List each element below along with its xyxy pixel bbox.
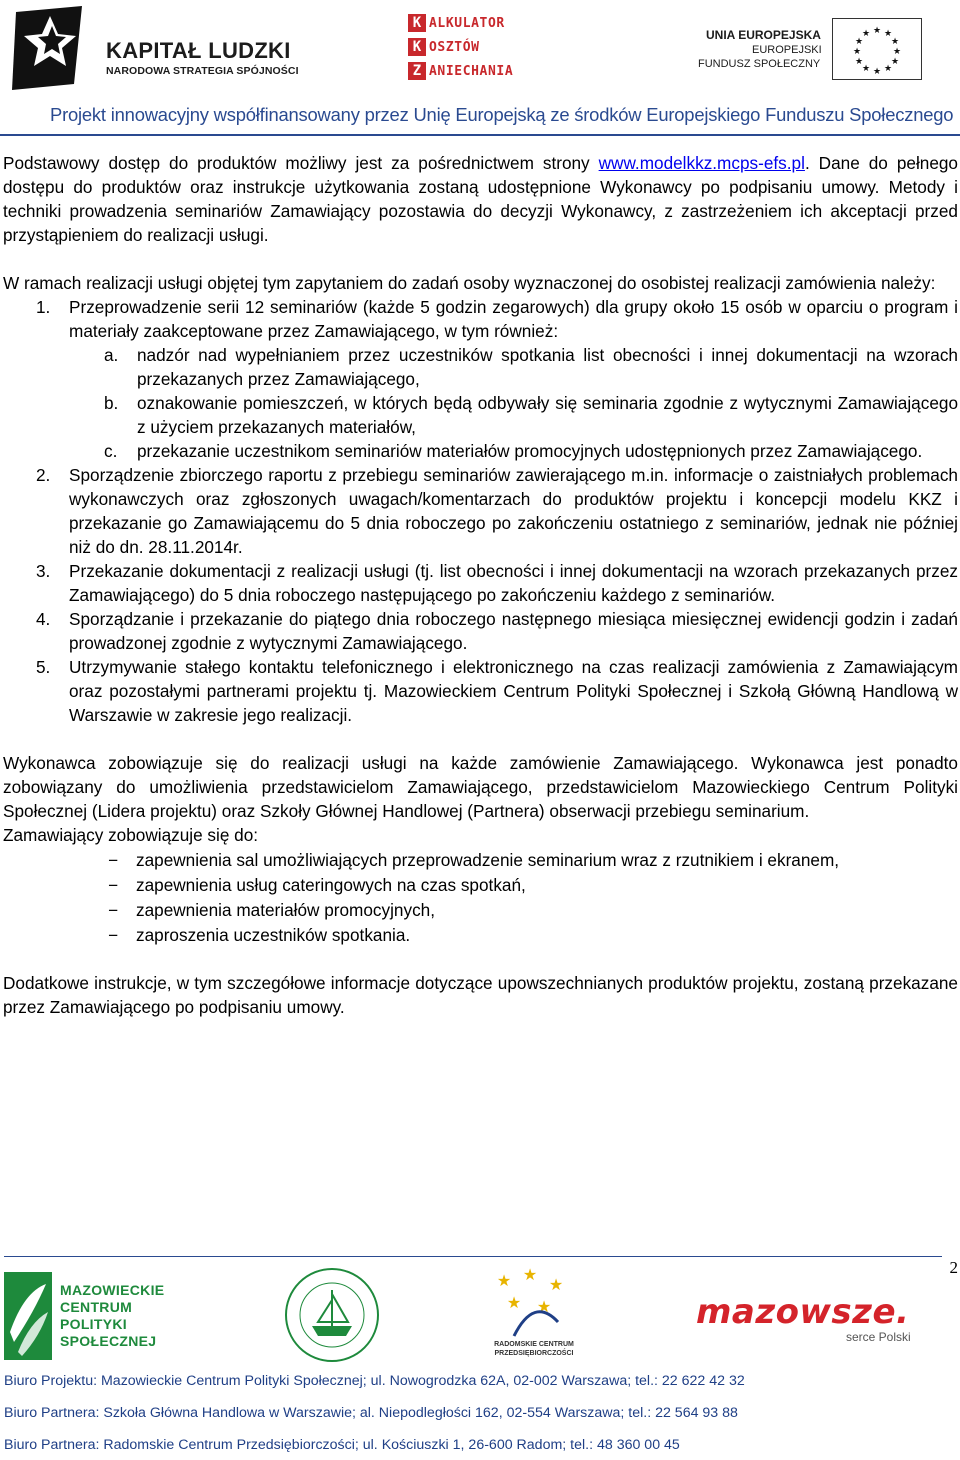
- mcps-line: MAZOWIECKIE: [60, 1282, 165, 1298]
- dash-marker: −: [108, 900, 119, 920]
- svg-text:★: ★: [861, 64, 871, 74]
- kapital-ludzki-title: KAPITAŁ LUDZKI: [106, 38, 291, 63]
- kapital-ludzki-logo: [12, 6, 312, 90]
- mcps-line: POLITYKI: [60, 1316, 127, 1332]
- list-item-text: Przekazanie dokumentacji z realizacji usługi (tj. list obecności i innej dokumentacji na wzorach przekazanych przez Zamawiającego) do 5 dnia roboczego następującego po zakończeniu każdego z seminariów.: [69, 561, 958, 605]
- sgh-seal-icon: [282, 1266, 382, 1364]
- mcps-logo: [4, 1272, 174, 1362]
- list-marker: a.: [104, 345, 119, 365]
- eu-line-2: EUROPEJSKI: [752, 44, 822, 56]
- dash-item-2: [3, 873, 958, 897]
- list-item-text: nadzór nad wypełnianiem przez uczestników spotkania list obecności i innej dokumentacji na wzorach przekazanych przez Zamawiającego,: [137, 345, 958, 389]
- list-item-2: [3, 463, 958, 559]
- mazowsze-tagline: serce Polski: [846, 1330, 911, 1344]
- svg-text:★: ★: [548, 1275, 564, 1294]
- mcps-line: SPOŁECZNEJ: [60, 1333, 157, 1349]
- kapital-ludzki-subtitle: NARODOWA STRATEGIA SPÓJNOŚCI: [106, 65, 299, 77]
- list-item-5: [3, 655, 958, 727]
- kkz-letter: K: [408, 38, 426, 56]
- dash-item-text: zaproszenia uczestników spotkania.: [136, 925, 411, 945]
- address-line-3: Biuro Partnera: Radomskie Centrum Przedsiębiorczości; ul. Kościuszki 1, 26-600 Radom; tel.: 48 360 00 45: [4, 1437, 680, 1453]
- eu-flag-icon: [832, 18, 922, 80]
- dash-marker: −: [108, 850, 119, 870]
- list-marker: 4.: [36, 609, 51, 629]
- svg-text:★: ★: [506, 1293, 522, 1312]
- paragraph-contractor: Wykonawca zobowiązuje się do realizacji usługi na każde zamówienie Zamawiającego. Wykonawca jest ponadto zobowiązany do umożliwienia przedstawicielom Zamawiającego, przedstawicielom Mazowieckiego Centrum Polityki Społecznej (Lidera projektu) oraz Szkoły Głównej Handlowej (Partnera) obserwacji przebiegu seminarium.: [3, 753, 958, 821]
- kapital-ludzki-emblem-icon: [12, 6, 92, 90]
- dash-item-1: [3, 848, 958, 872]
- dash-marker: −: [108, 875, 119, 895]
- list-item-1: [3, 295, 958, 343]
- mcps-line: CENTRUM: [60, 1299, 133, 1315]
- paragraph-client-intro: Zamawiający zobowiązuje się do:: [3, 825, 259, 845]
- dash-item-4: [3, 923, 958, 947]
- svg-text:★: ★: [852, 47, 862, 57]
- rcp-name: RADOMSKIE CENTRUM PRZEDSIĘBIORCZOŚCI: [494, 1341, 574, 1357]
- list-marker: 2.: [36, 465, 51, 485]
- kkz-letter: Z: [408, 62, 426, 80]
- svg-text:★: ★: [496, 1271, 512, 1290]
- sub-item-b: [3, 391, 958, 439]
- mazowsze-logo: [696, 1292, 926, 1352]
- dash-item-text: zapewnienia materiałów promocyjnych,: [136, 900, 436, 920]
- document-body: [3, 151, 958, 1019]
- svg-text:★: ★: [883, 64, 893, 74]
- paragraph-additional: Dodatkowe instrukcje, w tym szczegółowe informacje dotyczące upowszechnianych produktów projektu, zostaną przekazane przez Zamawiającego po podpisaniu umowy.: [3, 973, 958, 1017]
- svg-text:★: ★: [854, 57, 864, 67]
- list-marker: 3.: [36, 561, 51, 581]
- rcp-logo: [484, 1266, 584, 1366]
- eu-logo: [698, 18, 928, 88]
- list-marker: 5.: [36, 657, 51, 677]
- list-item-text: przekazanie uczestnikom seminariów materiałów promocyjnych udostępnionych przez Zamawiającego.: [137, 441, 923, 461]
- page-number: 2: [949, 1258, 958, 1277]
- list-marker: b.: [104, 393, 119, 413]
- svg-text:★: ★: [861, 29, 871, 39]
- address-line-1: Biuro Projektu: Mazowieckie Centrum Polityki Społecznej; ul. Nowogrodzka 62A, 02-002 Warszawa; tel.: 22 622 42 32: [4, 1373, 745, 1389]
- list-marker: 1.: [36, 297, 51, 317]
- address-line-2: Biuro Partnera: Szkoła Główna Handlowa w Warszawie; al. Niepodległości 162, 02-554 Warszawa; tel.: 22 564 93 88: [4, 1405, 738, 1421]
- list-item-text: Przeprowadzenie serii 12 seminariów (każde 5 godzin zegarowych) dla grupy około 15 osób w oparciu o program i materiały zaakceptowane przez Zamawiającego, w tym również:: [69, 297, 958, 341]
- dash-item-text: zapewnienia sal umożliwiających przeprowadzenie seminarium wraz z rzutnikiem i ekranem,: [136, 850, 840, 870]
- svg-text:★: ★: [892, 47, 902, 57]
- kkz-text: OSZTÓW: [429, 39, 480, 55]
- svg-text:★: ★: [890, 37, 900, 47]
- eu-line-1: UNIA EUROPEJSKA: [706, 28, 821, 42]
- dash-item-text: zapewnienia usług cateringowych na czas spotkań,: [136, 875, 526, 895]
- list-marker: c.: [104, 441, 118, 461]
- paragraph-access: [3, 151, 958, 247]
- products-link[interactable]: www.modelkkz.mcps-efs.pl: [598, 153, 805, 173]
- svg-text:★: ★: [522, 1266, 538, 1284]
- list-item-text: Sporządzenie zbiorczego raportu z przebiegu seminariów zawierającego m.in. informacje o zaistniałych problemach wykonawczych oraz zgłoszonych uwagach/komentarzach do produktów projektu i koncepcji modelu KKZ i przekazanie go Zamawiającemu do 5 dnia roboczego po zakończeniu ostatniego z seminariów, jednak nie później niż do dn. 28.11.2014r.: [69, 465, 958, 557]
- dash-marker: −: [108, 925, 119, 945]
- svg-text:★: ★: [883, 29, 893, 39]
- kkz-letter: K: [408, 14, 426, 32]
- rcp-stars-icon: [484, 1266, 584, 1340]
- kkz-row: [408, 12, 505, 34]
- list-item-text: oznakowanie pomieszczeń, w których będą odbywały się seminaria zgodnie z wytycznymi Zamawiającego z użyciem przekazanych materiałów,: [137, 393, 958, 437]
- list-item-text: Utrzymywanie stałego kontaktu telefonicznego i elektronicznego na czas realizacji zamówienia z Zamawiającym oraz pozostałymi partnerami projektu tj. Mazowieckiem Centrum Polityki Społecznej i Szkołą Główną Handlową w Warszawie w zakresie jego realizacji.: [69, 657, 958, 725]
- kkz-row: [408, 60, 513, 82]
- page-header: [0, 0, 960, 140]
- eu-line-3: FUNDUSZ SPOŁECZNY: [698, 58, 821, 70]
- kalkulator-logo: [408, 12, 568, 84]
- svg-text:★: ★: [872, 26, 882, 36]
- dash-item-3: [3, 898, 958, 922]
- sub-item-c: [3, 439, 958, 463]
- svg-text:★: ★: [854, 37, 864, 47]
- sgh-logo: [282, 1266, 382, 1364]
- list-item-text: Sporządzanie i przekazanie do piątego dnia roboczego następnego miesiąca miesięcznej ewidencji godzin i zadań prowadzonej zgodnie z wytycznymi Zamawiającego.: [69, 609, 958, 653]
- svg-text:★: ★: [872, 67, 882, 77]
- svg-text:★: ★: [890, 57, 900, 67]
- list-item-4: [3, 607, 958, 655]
- p1-text-cont: . Dane do pełnego dostępu do produktów oraz instrukcje użytkowania zostaną udostępnione Wykonawcy po podpisaniu umowy. Metody i techniki prowadzenia seminariów Zamawiający pozostawia do decyzji Wykonawcy, z zastrzeżeniem ich akceptacji przed przystąpieniem do realizacji usługi.: [3, 153, 958, 245]
- p1-text: Podstawowy dostęp do produktów możliwy jest za pośrednictwem strony: [3, 153, 599, 173]
- kkz-text: ALKULATOR: [429, 15, 505, 31]
- project-banner: Projekt innowacyjny współfinansowany przez Unię Europejską ze środków Europejskiego Funduszu Społecznego: [50, 104, 954, 125]
- footer-divider: [4, 1256, 942, 1257]
- kkz-text: ANIECHANIA: [429, 63, 514, 79]
- mazowsze-wordmark: mazowsze.: [696, 1292, 910, 1332]
- mcps-name: [60, 1282, 164, 1350]
- list-item-3: [3, 559, 958, 607]
- mcps-emblem-icon: [4, 1272, 52, 1360]
- kkz-row: [408, 36, 480, 58]
- sub-item-a: [3, 343, 958, 391]
- svg-text:★: ★: [536, 1297, 552, 1316]
- header-divider: [0, 134, 960, 136]
- paragraph-duties: W ramach realizacji usługi objętej tym zapytaniem do zadań osoby wyznaczonej do osobistej realizacji zamówienia należy:: [3, 273, 936, 293]
